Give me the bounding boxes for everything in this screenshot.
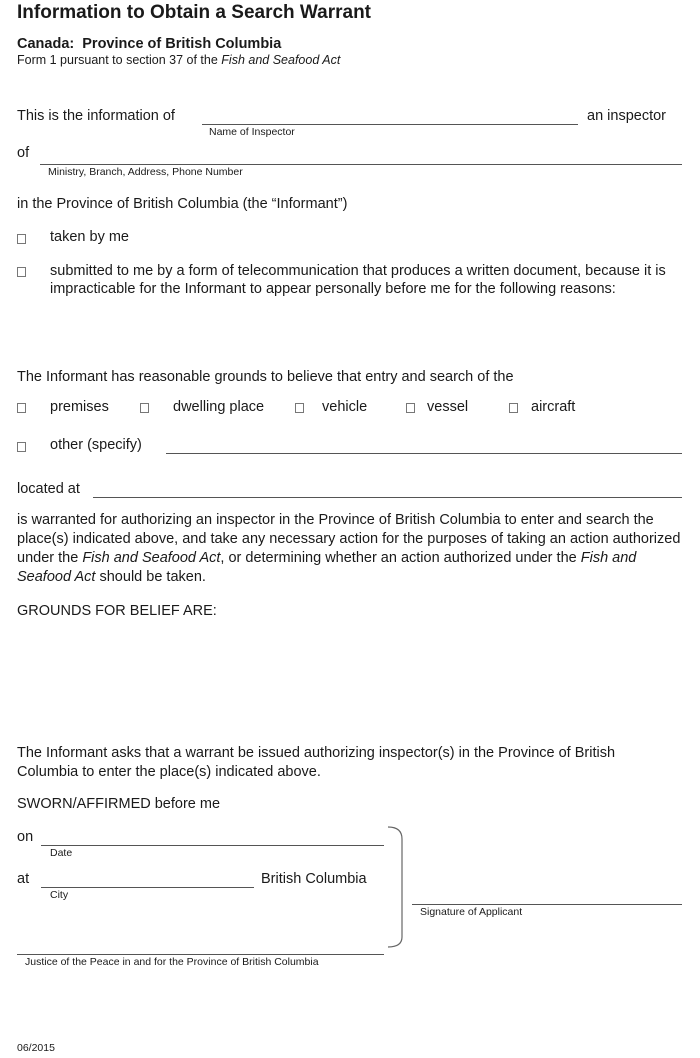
info-of-label: This is the information of <box>17 108 175 124</box>
vessel-checkbox[interactable] <box>406 403 415 413</box>
act-name: Fish and Seafood Act <box>221 53 341 67</box>
inspector-suffix: an inspector <box>587 108 666 124</box>
province-line: in the Province of British Columbia (the “Informant”) <box>17 196 348 212</box>
grounds-heading: GROUNDS FOR BELIEF ARE: <box>17 603 217 619</box>
inspector-name-field[interactable] <box>202 124 578 125</box>
date-field[interactable] <box>41 845 384 846</box>
asks-paragraph: The Informant asks that a warrant be issued authorizing inspector(s) in the Province of British Columbia to enter the place(s) indicated above. <box>17 745 616 780</box>
warranted-act-2: Fish and Seafood Act <box>17 550 637 585</box>
vehicle-checkbox[interactable] <box>295 403 304 413</box>
warranted-text-1: is warranted for authorizing an inspector in the Province of British Columbia to enter and search the place(s) indicated above, and take any necessary action for the purposes of taking an action authorized under the <box>17 512 681 566</box>
ministry-caption: Ministry, Branch, Address, Phone Number <box>48 166 243 178</box>
submitted-label: submitted to me by a form of telecommunication that produces a written document, because it is impracticable for the Informant to appear personally before me for the following reasons: <box>50 263 666 297</box>
form-title: Information to Obtain a Search Warrant <box>17 2 372 23</box>
submitted-checkbox[interactable] <box>17 267 26 277</box>
vehicle-label: vehicle <box>322 399 368 415</box>
ministry-field[interactable] <box>40 164 682 165</box>
warranted-text-2: , or determining whether an action authorized under the <box>220 550 581 566</box>
dwelling-checkbox[interactable] <box>140 403 149 413</box>
bc-label: British Columbia <box>261 871 367 887</box>
justice-field[interactable] <box>17 954 384 955</box>
bracket-brace <box>386 825 408 949</box>
justice-caption: Justice of the Peace in and for the Province of British Columbia <box>25 956 319 968</box>
taken-checkbox[interactable] <box>17 234 26 244</box>
premises-checkbox[interactable] <box>17 403 26 413</box>
other-field[interactable] <box>166 453 682 454</box>
aircraft-checkbox[interactable] <box>509 403 518 413</box>
grounds-intro: The Informant has reasonable grounds to believe that entry and search of the <box>17 369 514 385</box>
jurisdiction: Canada: Province of British Columbia <box>17 36 282 52</box>
vessel-label: vessel <box>427 399 469 415</box>
warranted-act-1: Fish and Seafood Act <box>82 550 221 566</box>
located-label: located at <box>17 481 80 497</box>
taken-label: taken by me <box>50 229 129 245</box>
premises-label: premises <box>50 399 109 415</box>
other-label: other (specify) <box>50 437 142 453</box>
form-reference <box>17 53 340 67</box>
inspector-name-caption: Name of Inspector <box>209 126 295 138</box>
sworn-label: SWORN/AFFIRMED before me <box>17 796 221 812</box>
of-label: of <box>17 145 30 161</box>
at-label: at <box>17 871 30 887</box>
form-reference-text: Form 1 pursuant to section 37 of the <box>17 53 222 67</box>
location-field[interactable] <box>93 497 682 498</box>
city-field[interactable] <box>41 887 254 888</box>
revision-date: 06/2015 <box>17 1042 55 1054</box>
date-caption: Date <box>50 847 73 859</box>
city-caption: City <box>50 889 69 901</box>
signature-field[interactable] <box>412 904 682 905</box>
aircraft-label: aircraft <box>531 399 576 415</box>
signature-caption: Signature of Applicant <box>420 906 523 918</box>
warranted-paragraph <box>17 511 687 587</box>
other-checkbox[interactable] <box>17 442 26 452</box>
dwelling-label: dwelling place <box>173 399 265 415</box>
on-label: on <box>17 829 34 845</box>
warranted-text-3: should be taken. <box>95 569 206 585</box>
